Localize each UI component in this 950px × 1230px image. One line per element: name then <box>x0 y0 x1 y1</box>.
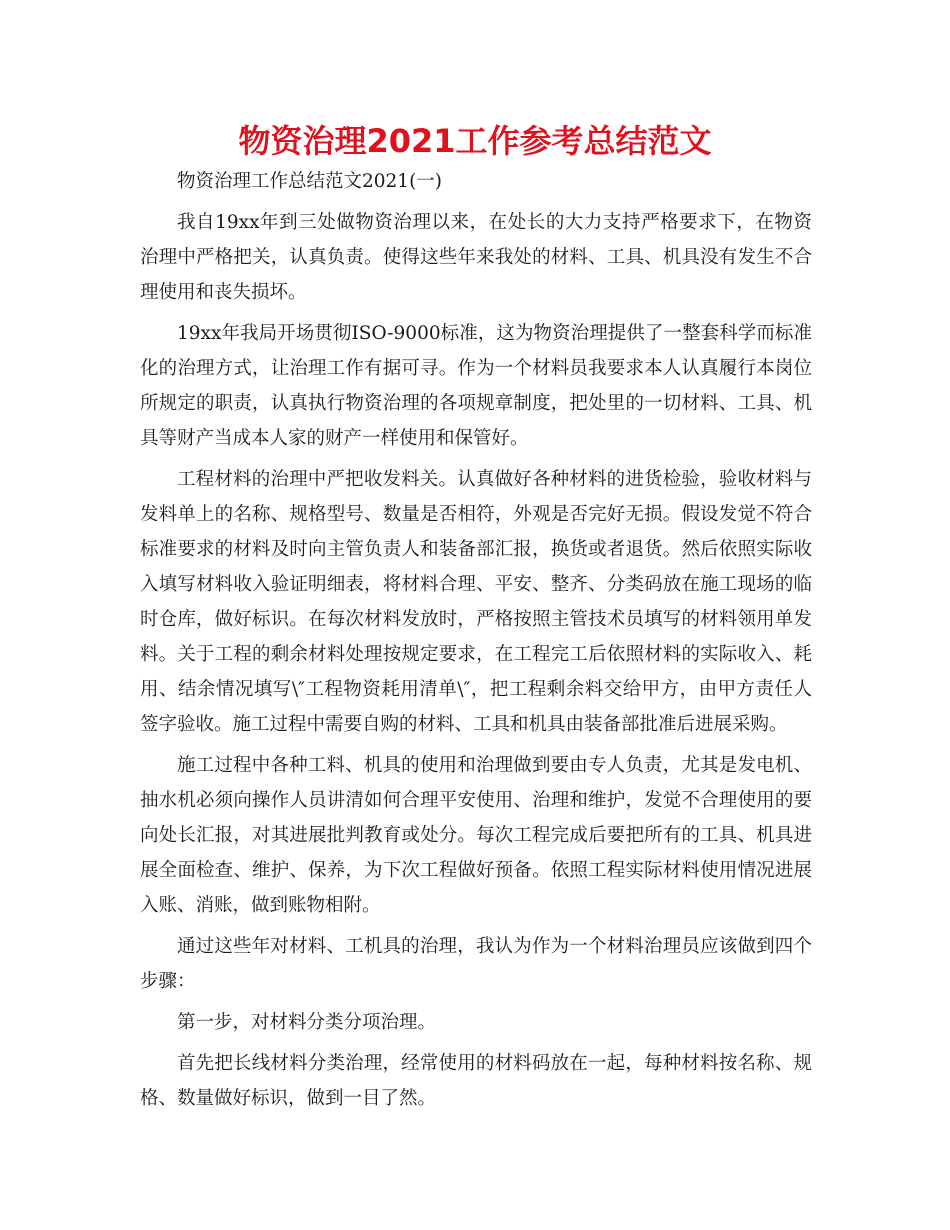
paragraph: 我自19xx年到三处做物资治理以来，在处长的大力支持严格要求下，在物资治理中严格把关，认真负责。使得这些年来我处的材料、工具、机具没有发生不合理使用和丧失损坏。 <box>140 212 812 303</box>
paragraph: 首先把长线材料分类治理，经常使用的材料码放在一起，每种材料按名称、规格、数量做好标识，做到一目了然。 <box>140 1053 812 1109</box>
paragraph: 施工过程中各种工料、机具的使用和治理做到要由专人负责，尤其是发电机、抽水机必须向操作人员讲清如何合理平安使用、治理和维护，发觉不合理使用的要向处长汇报，对其进展批判教育或处分。每次工程完成后要把所有的工具、机具进展全面检查、维护、保养，为下次工程做好预备。依照工程实际材料使用情况进展入账、消账，做到账物相附。 <box>140 755 812 916</box>
document-title: 物资治理2021工作参考总结范文 <box>238 122 712 160</box>
paragraph: 第一步，对材料分类分项治理。 <box>177 1012 437 1033</box>
paragraph: 19xx年我局开场贯彻ISO-9000标准，这为物资治理提供了一整套科学而标准化的治理方式，让治理工作有据可寻。作为一个材料员我要求本人认真履行本岗位所规定的职责，认真执行物资治理的各项规章制度，把处里的一切材料、工具、机具等财产当成本人家的财产一样使用和保管好。 <box>140 323 812 449</box>
document-body <box>140 164 812 1122</box>
document-subtitle: 物资治理工作总结范文2021(一) <box>177 171 443 192</box>
paragraph: 工程材料的治理中严把收发料关。认真做好各种材料的进货检验，验收材料与发料单上的名称、规格型号、数量是否相符，外观是否完好无损。假设发觉不符合标准要求的材料及时向主管负责人和装备部汇报，换货或者退货。然后依照实际收入填写材料收入验证明细表，将材料合理、平安、整齐、分类码放在施工现场的临时仓库，做好标识。在每次材料发放时，严格按照主管技术员填写的材料领用单发料。关于工程的剩余材料处理按规定要求，在工程完工后依照材料的实际收入、耗用、结余情况填写\″工程物资耗用清单\″，把工程剩余料交给甲方，由甲方责任人签字验收。施工过程中需要自购的材料、工具和机具由装备部批准后进展采购。 <box>140 469 812 735</box>
paragraph: 通过这些年对材料、工机具的治理，我认为作为一个材料治理员应该做到四个步骤： <box>140 936 812 992</box>
